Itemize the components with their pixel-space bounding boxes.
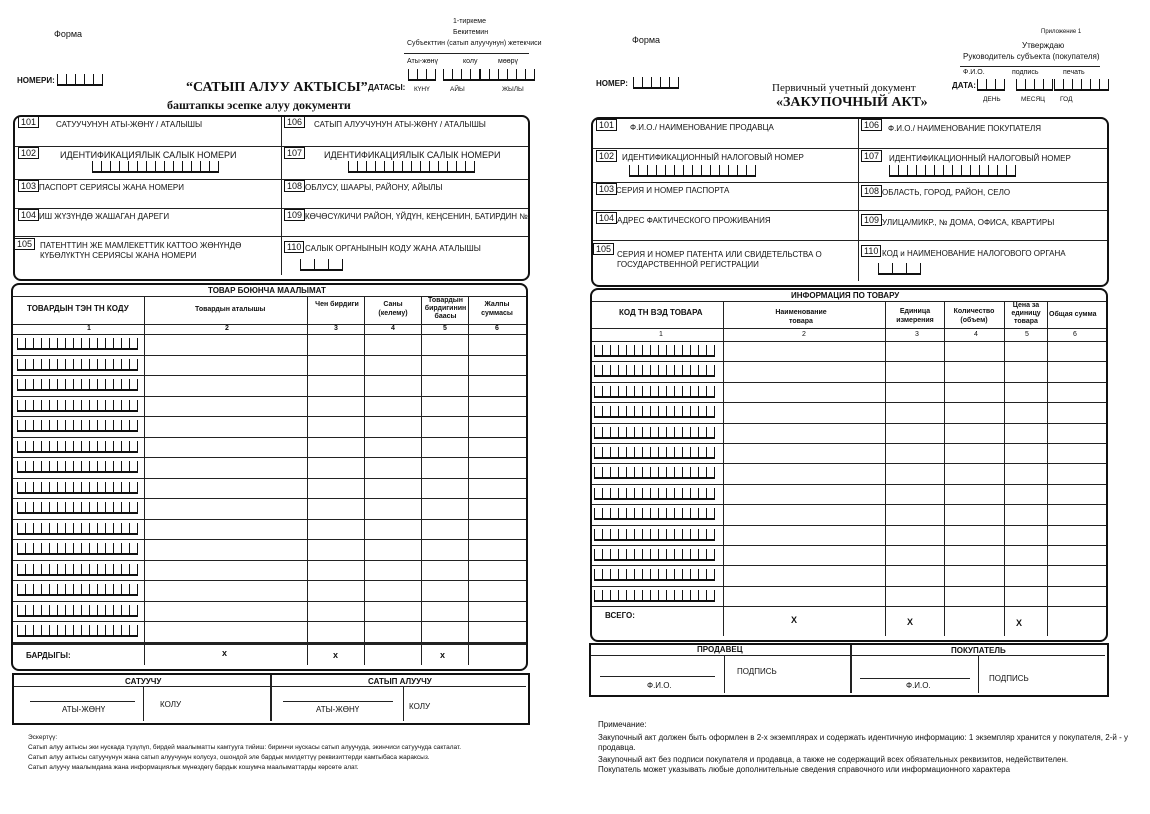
goods-code-field[interactable] [594, 467, 715, 479]
left-col-name: Товардын аталышы [195, 306, 266, 313]
goods-row-divider [13, 437, 526, 438]
left-field-num-107: 107 [284, 147, 305, 159]
right-seller-fio-label: Ф.И.О. [647, 681, 672, 690]
left-field-label-107: ИДЕНТИФИКАЦИЯЛЫК САЛЫК НОМЕРИ [324, 150, 501, 160]
right-field-num-107: 107 [861, 150, 882, 162]
goods-row-divider [13, 580, 526, 581]
right-colnum-6: 6 [1073, 331, 1077, 338]
goods-code-field[interactable] [594, 569, 715, 581]
right-tax-office-code-field[interactable] [878, 263, 921, 275]
goods-code-field[interactable] [17, 420, 138, 432]
goods-row-divider [592, 504, 1106, 505]
right-note-2: Закупочный акт без подписи покупателя и продавца, а также не содержащий всех обязательных реквизитов, недействителен. [598, 755, 1069, 764]
goods-code-field[interactable] [594, 529, 715, 541]
goods-row-divider [13, 375, 526, 376]
right-field-label-102: ИДЕНТИФИКАЦИОННЫЙ НАЛОГОВЫЙ НОМЕР [622, 153, 804, 162]
left-col-code: ТОВАРДЫН ТЭН ТН КОДУ [27, 304, 129, 313]
right-field-num-106: 106 [861, 119, 882, 131]
left-approval-line3: Субъекттин (сатып алуучунун) жетекчиси [407, 40, 542, 47]
right-seller-sign-label: ПОДПИСЬ [737, 667, 777, 676]
right-col-price: Цена за единицу товара [1011, 302, 1041, 325]
left-total-x-2: х [333, 650, 339, 660]
goods-code-field[interactable] [594, 508, 715, 520]
left-field-label-109: КӨЧӨСҮ/КИЧИ РАЙОН, ҮЙДҮН, КЕҢСЕНИН, БАТИРДИН № [305, 212, 528, 221]
left-subtitle: баштапкы эсепке алуу документи [167, 98, 351, 112]
goods-row-divider [592, 484, 1106, 485]
left-col-qty: Саны (келему) [378, 301, 408, 317]
goods-code-field[interactable] [17, 482, 138, 494]
left-colnum-3: 3 [334, 325, 338, 332]
right-appendix-label: Приложение 1 [1041, 29, 1082, 35]
left-seller-name-label: АТЫ-ЖӨНҮ [62, 705, 106, 714]
goods-code-field[interactable] [594, 427, 715, 439]
left-buyer-name-label: АТЫ-ЖӨНҮ [316, 705, 360, 714]
left-date-label: ДАТАСЫ: [368, 83, 406, 92]
left-field-label-105: ПАТЕНТТИН ЖЕ МАМЛЕКЕТТИК КАТТОО ЖӨНҮНДӨ КҮБӨЛҮКТҮН СЕРИЯСЫ ЖАНА НОМЕРИ [40, 241, 242, 260]
right-number-field[interactable] [633, 77, 679, 89]
right-total-x-2: Х [907, 617, 914, 627]
left-col-sum: Жалпы суммасы [481, 301, 513, 317]
right-field-num-102: 102 [596, 150, 617, 162]
left-field-label-110: САЛЫК ОРГАНЫНЫН КОДУ ЖАНА АТАЛЫШЫ [305, 244, 481, 253]
right-field-label-104: АДРЕС ФАКТИЧЕСКОГО ПРОЖИВАНИЯ [617, 216, 771, 225]
right-total-x-1: Х [791, 615, 798, 625]
right-field-label-108: ОБЛАСТЬ, ГОРОД, РАЙОН, СЕЛО [882, 188, 1011, 197]
left-field-num-103: 103 [18, 180, 39, 192]
left-field-num-108: 108 [284, 180, 305, 192]
right-seller-header: ПРОДАВЕЦ [697, 645, 743, 654]
right-total-label: ВСЕГО: [605, 611, 635, 620]
left-sig-sign-label: колу [463, 58, 478, 65]
goods-row-divider [13, 355, 526, 356]
goods-code-field[interactable] [17, 502, 138, 514]
goods-row-divider [592, 423, 1106, 424]
goods-row-divider [13, 560, 526, 561]
left-date-year-label: ЖЫЛЫ [502, 86, 524, 93]
left-total-label: БАРДЫГЫ: [26, 651, 71, 660]
left-inn-buyer-field[interactable] [348, 161, 475, 173]
goods-code-field[interactable] [17, 338, 138, 350]
right-field-label-103: СЕРИЯ И НОМЕР ПАСПОРТА [616, 186, 730, 195]
right-date-label: ДАТА: [952, 81, 976, 90]
goods-code-field[interactable] [17, 543, 138, 555]
right-inn-buyer-field[interactable] [889, 165, 1016, 177]
left-notes-title: Эскертүү: [28, 734, 58, 741]
goods-row-divider [592, 606, 1106, 607]
left-date-month[interactable] [443, 69, 480, 81]
right-field-label-101: Ф.И.О./ НАИМЕНОВАНИЕ ПРОДАВЦА [630, 123, 774, 132]
left-total-x-3: х [440, 650, 446, 660]
right-forma-label: Форма [632, 35, 661, 45]
left-date-month-label: АЙЫ [450, 86, 465, 93]
goods-row-divider [13, 498, 526, 499]
goods-row-divider [13, 621, 526, 622]
left-seller-header: САТУУЧУ [125, 677, 162, 686]
right-field-num-105: 105 [593, 243, 614, 255]
left-colnum-5: 5 [443, 325, 447, 332]
goods-row-divider [592, 361, 1106, 362]
right-col-unit: Единица измерения [896, 308, 934, 324]
right-note-1: Закупочный акт должен быть оформлен в 2-х экземплярах и содержать идентичную информацию: 1 экземпляр хранится у покупателя, 2-й - у продавца. [598, 733, 1128, 752]
goods-row-divider [592, 545, 1106, 546]
right-col-code: КОД ТН ВЭД ТОВАРА [619, 308, 703, 317]
goods-row-divider [592, 382, 1106, 383]
right-date-month[interactable] [1016, 79, 1053, 91]
left-buyer-sign-label: КОЛУ [409, 702, 431, 711]
left-colnum-2: 2 [225, 325, 229, 332]
right-approve-label: Утверждаю [1022, 41, 1065, 50]
goods-code-field[interactable] [17, 625, 138, 637]
right-buyer-fio-label: Ф.И.О. [906, 681, 931, 690]
right-number-label: НОМЕР: [596, 79, 628, 88]
goods-row-divider [592, 443, 1106, 444]
left-field-label-102: ИДЕНТИФИКАЦИЯЛЫК САЛЫК НОМЕРИ [60, 150, 237, 160]
left-field-num-101: 101 [18, 116, 39, 128]
goods-row-divider [592, 525, 1106, 526]
goods-code-field[interactable] [594, 365, 715, 377]
right-date-year[interactable] [1054, 79, 1109, 91]
left-date-day[interactable] [408, 69, 436, 81]
left-field-num-102: 102 [18, 147, 39, 159]
left-field-label-101: САТУУЧУНУН АТЫ-ЖӨНҮ / АТАЛЫШЫ [56, 120, 203, 129]
right-field-label-105: СЕРИЯ И НОМЕР ПАТЕНТА ИЛИ СВИДЕТЕЛЬСТВА О ГОСУДАРСТВЕННОЙ РЕГИСТРАЦИИ [617, 250, 822, 269]
left-field-num-105: 105 [14, 238, 35, 250]
left-colnum-4: 4 [391, 325, 395, 332]
goods-code-field[interactable] [17, 605, 138, 617]
goods-code-field[interactable] [17, 441, 138, 453]
right-title: «ЗАКУПОЧНЫЙ АКТ» [776, 95, 928, 110]
left-note-2: Сатып алуу актысы сатуучунун жана сатып алуучунун колусуз, ошондой эле бардык милдеттүү реквизиттерди камтыбаса жараксыз. [28, 754, 430, 761]
right-date-month-label: МЕСЯЦ [1021, 96, 1045, 103]
right-doc-type: Первичный учетный документ [772, 82, 916, 94]
right-colnum-5: 5 [1025, 331, 1029, 338]
goods-code-field[interactable] [594, 549, 715, 561]
right-inn-seller-field[interactable] [629, 165, 756, 177]
goods-code-field[interactable] [594, 447, 715, 459]
goods-code-field[interactable] [594, 345, 715, 357]
right-colnum-1: 1 [659, 331, 663, 338]
left-field-num-109: 109 [284, 209, 305, 221]
left-inn-seller-field[interactable] [92, 161, 219, 173]
left-goods-title: ТОВАР БОЮНЧА МААЛЫМАТ [208, 286, 326, 295]
goods-code-field[interactable] [17, 523, 138, 535]
left-approval-line2: Бекитемин [453, 29, 489, 36]
goods-code-field[interactable] [17, 461, 138, 473]
right-colnum-2: 2 [802, 331, 806, 338]
goods-code-field[interactable] [17, 359, 138, 371]
goods-row-divider [13, 601, 526, 602]
right-date-day-label: ДЕНЬ [983, 96, 1001, 103]
left-forma-label: Форма [54, 29, 83, 39]
goods-code-field[interactable] [594, 488, 715, 500]
right-goods-title: ИНФОРМАЦИЯ ПО ТОВАРУ [791, 291, 900, 300]
left-number-label: НОМЕРИ: [17, 76, 55, 85]
left-seller-sign-label: КОЛУ [160, 700, 182, 709]
right-notes-title: Примечание: [598, 720, 647, 729]
left-note-3: Сатып алуучу маалымдама жана информациялык мүнөздөгү бардык кошумча маалыматтарды көрсөтө алат. [28, 764, 359, 771]
right-field-num-101: 101 [596, 119, 617, 131]
right-col-sum: Общая сумма [1049, 311, 1097, 318]
left-date-year[interactable] [480, 69, 535, 81]
right-field-label-106: Ф.И.О./ НАИМЕНОВАНИЕ ПОКУПАТЕЛЯ [888, 124, 1042, 133]
left-field-label-104: ИШ ЖҮЗҮНДӨ ЖАШАГАН ДАРЕГИ [39, 212, 170, 221]
right-buyer-sign-label: ПОДПИСЬ [989, 674, 1029, 683]
left-total-x-1: х [222, 648, 228, 658]
left-tax-office-code-field[interactable] [300, 259, 343, 271]
right-field-num-110: 110 [861, 245, 881, 257]
left-buyer-header: САТЫП АЛУУЧУ [368, 677, 432, 686]
goods-row-divider [13, 519, 526, 520]
goods-code-field[interactable] [17, 400, 138, 412]
right-field-num-109: 109 [861, 214, 882, 226]
goods-row-divider [13, 457, 526, 458]
left-field-num-110: 110 [284, 241, 304, 253]
right-date-day[interactable] [977, 79, 1005, 91]
left-approval-line1: 1-тиркеме [453, 18, 486, 25]
left-sig-seal-label: мөөрү [498, 58, 518, 65]
left-note-1: Сатып алуу актысы эки нускада түзүлүп, бирдей маалыматты камтууга тийиш: биринчи нускасы сатып алуучуда, экинчиси сатуучуда сакталат. [28, 744, 462, 751]
left-colnum-6: 6 [495, 325, 499, 332]
left-col-unit: Чен бирдиги [315, 301, 359, 308]
right-field-label-110: КОД и НАИМЕНОВАНИЕ НАЛОГОВОГО ОРГАНА [882, 249, 1066, 258]
right-field-num-103: 103 [596, 183, 617, 195]
left-field-label-103: ПАСПОРТ СЕРИЯСЫ ЖАНА НОМЕРИ [39, 183, 184, 192]
right-field-label-109: УЛИЦА/МИКР., № ДОМА, ОФИСА, КВАРТИРЫ [882, 218, 1055, 227]
left-field-label-106: САТЫП АЛУУЧУНУН АТЫ-ЖӨНҮ / АТАЛЫШЫ [314, 120, 486, 129]
right-field-label-107: ИДЕНТИФИКАЦИОННЫЙ НАЛОГОВЫЙ НОМЕР [889, 154, 1071, 163]
right-col-name: Наименование товара [775, 309, 827, 325]
right-sig-seal-label: печать [1063, 69, 1085, 76]
right-sig-fio-label: Ф.И.О. [963, 69, 985, 76]
goods-row-divider [13, 416, 526, 417]
left-number-field[interactable] [57, 74, 103, 86]
goods-code-field[interactable] [17, 379, 138, 391]
right-col-qty: Количество (объем) [953, 308, 995, 324]
goods-row-divider [592, 402, 1106, 403]
right-field-num-108: 108 [861, 185, 882, 197]
left-field-num-104: 104 [18, 209, 39, 221]
left-field-num-106: 106 [284, 116, 305, 128]
right-buyer-header: ПОКУПАТЕЛЬ [951, 646, 1006, 655]
goods-row-divider [13, 539, 526, 540]
left-col-price: Товардын бирдигинин баасы [424, 297, 467, 320]
right-note-3: Покупатель может указывать любые дополнительные сведения справочного или информационного характера [598, 765, 1011, 774]
goods-code-field[interactable] [594, 406, 715, 418]
goods-row-divider [13, 478, 526, 479]
right-field-num-104: 104 [596, 212, 617, 224]
right-total-x-3: Х [1016, 618, 1023, 628]
left-sig-name-label: Аты-жөнү [407, 58, 439, 65]
goods-row-divider [13, 396, 526, 397]
right-manager-label: Руководитель субъекта (покупателя) [963, 52, 1100, 61]
goods-row-divider [592, 565, 1106, 566]
right-sig-sign-label: подпись [1012, 69, 1039, 76]
goods-row-divider [13, 642, 526, 643]
goods-code-field[interactable] [594, 386, 715, 398]
goods-code-field[interactable] [17, 584, 138, 596]
left-field-label-108: ОБЛУСУ, ШААРЫ, РАЙОНУ, АЙЫЛЫ [305, 183, 443, 192]
goods-code-field[interactable] [594, 590, 715, 602]
right-date-year-label: ГОД [1060, 96, 1073, 103]
goods-row-divider [592, 586, 1106, 587]
left-date-day-label: КҮНҮ [414, 86, 430, 93]
right-colnum-4: 4 [974, 331, 978, 338]
left-colnum-1: 1 [87, 325, 91, 332]
right-colnum-3: 3 [915, 331, 919, 338]
left-title: “САТЫП АЛУУ АКТЫСЫ” [186, 80, 368, 95]
goods-code-field[interactable] [17, 564, 138, 576]
goods-row-divider [592, 463, 1106, 464]
